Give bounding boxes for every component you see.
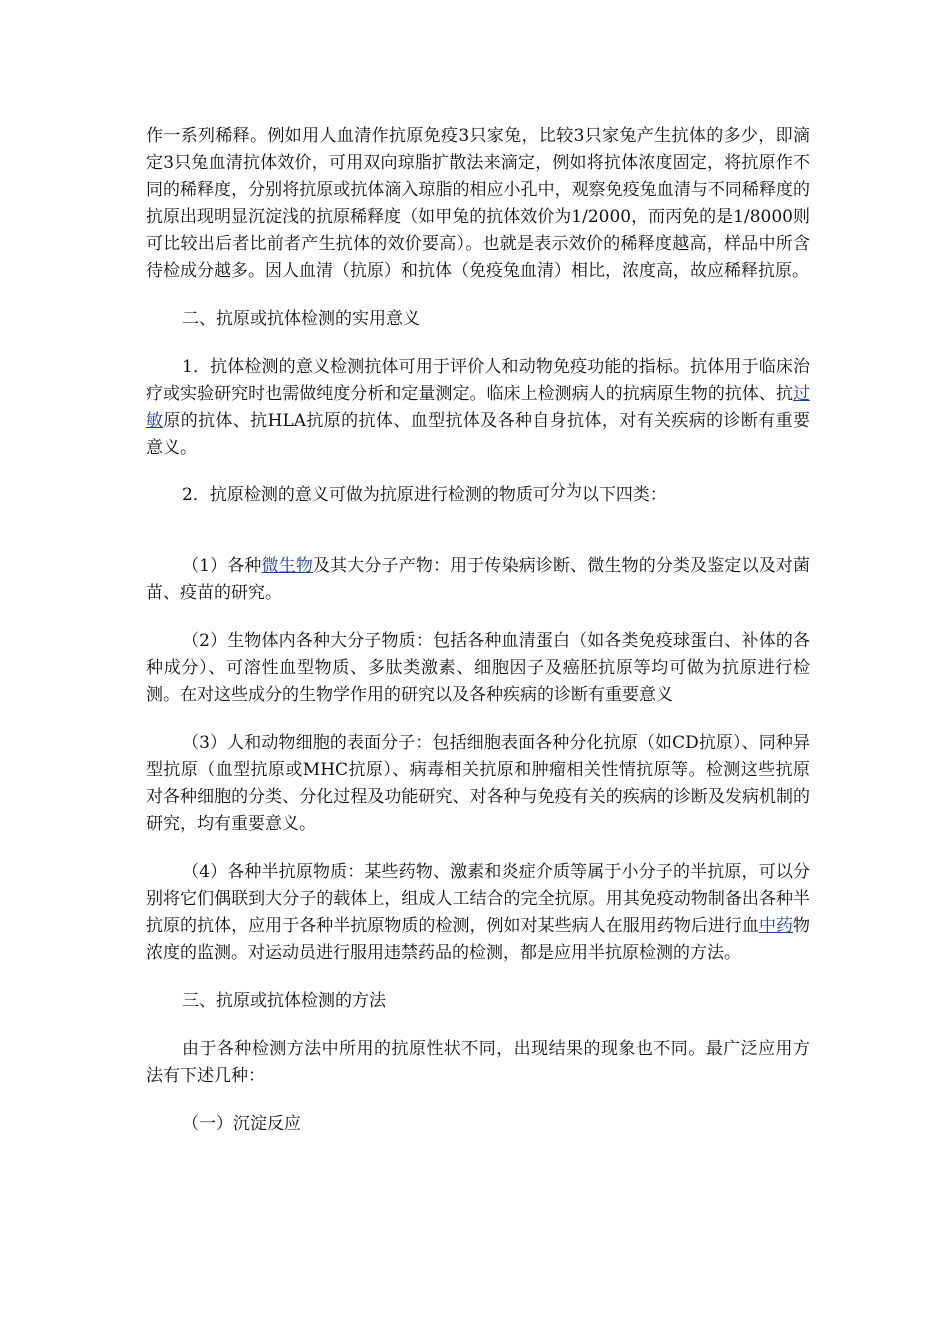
document-body — [146, 123, 810, 1138]
paragraph-text: 以下四类： — [581, 485, 667, 505]
paragraph-text: 1．抗体检测的意义检测抗体可用于评价人和动物免疫功能的指标。抗体用于临床治疗或实验研究时也需做纯度分析和定量测定。临床上检测病人的抗病原生物的抗体、抗 — [146, 357, 810, 404]
paragraph-text: 原的抗体、抗HLA抗原的抗体、血型抗体及各种自身抗体，对有关疾病的诊断有重要意义。 — [146, 411, 811, 458]
link-allergy[interactable]: 过敏 — [146, 384, 810, 431]
list-item-microorganisms — [146, 553, 810, 607]
list-item-macromolecules: （2）生物体内各种大分子物质：包括各种血清蛋白（如各类免疫球蛋白、补体的各种成分）、可溶性血型物质、多肽类激素、细胞因子及癌胚抗原等均可做为抗原进行检测。在对这些成分的生物学作用的研究以及各种疾病的诊断有重要意义 — [146, 631, 810, 705]
paragraph-text: 2．抗原检测的意义可做为抗原进行检测的物质可 — [182, 485, 550, 505]
paragraph-text: （1）各种 — [182, 556, 262, 576]
list-item-haptens — [146, 859, 810, 967]
paragraph-antibody-detection — [146, 354, 810, 462]
paragraph-text: 物浓度的监测。对运动员进行服用违禁药品的检测，都是应用半抗原检测的方法。 — [146, 916, 811, 963]
paragraph-methods-intro: 由于各种检测方法中所用的抗原性状不同，出现结果的现象也不同。最广泛应用方法有下述几种： — [146, 1039, 810, 1086]
subsection-heading-precipitation: （一）沉淀反应 — [182, 1114, 301, 1134]
raised-text: 分为 — [549, 481, 582, 500]
paragraph-text: 及其大分子产物：用于传染病诊断、微生物的分类及鉴定以及对菌苗、疫苗的研究。 — [146, 556, 811, 603]
section-heading-practical-significance: 二、抗原或抗体检测的实用意义 — [182, 309, 420, 329]
list-item-surface-molecules: （3）人和动物细胞的表面分子：包括细胞表面各种分化抗原（如CD抗原）、同种异型抗原（血型抗原或MHC抗原）、病毒相关抗原和肿瘤相关性情抗原等。检测这些抗原对各种细胞的分类、分化过程及功能研究、对各种与免疫有关的疾病的诊断及发病机制的研究，均有重要意义。 — [146, 733, 810, 834]
link-microorganism[interactable]: 微生物 — [261, 556, 313, 576]
section-heading-detection-methods: 三、抗原或抗体检测的方法 — [182, 991, 386, 1011]
paragraph-titer-dilution: 作一系列稀释。例如用人血清作抗原免疫3只家兔，比较3只家兔产生抗体的多少，即滴定3只兔血清抗体效价，可用双向琼脂扩散法来滴定，例如将抗体浓度固定，将抗原作不同的稀释度，分别将抗原或抗体滴入琼脂的相应小孔中，观察免疫兔血清与不同稀释度的抗原出现明显沉淀浅的抗原稀释度（如甲兔的抗体效价为1/2000，而丙免的是1/8000则可比较出后者比前者产生抗体的效价要高）。也就是表示效价的稀释度越高，样品中所含待检成分越多。因人血清（抗原）和抗体（免疫兔血清）相比，浓度高，故应稀释抗原。 — [146, 126, 810, 281]
paragraph-antigen-detection — [146, 481, 810, 509]
paragraph-text: （4）各种半抗原物质：某些药物、激素和炎症介质等属于小分子的半抗原，可以分别将它们偶联到大分子的载体上，组成人工结合的完全抗原。用其免疫动物制备出各种半抗原的抗体，应用于各种半抗原物质的检测，例如对某些病人在服用药物后进行血 — [146, 862, 810, 936]
link-chinese-medicine[interactable]: 中药 — [758, 916, 794, 936]
